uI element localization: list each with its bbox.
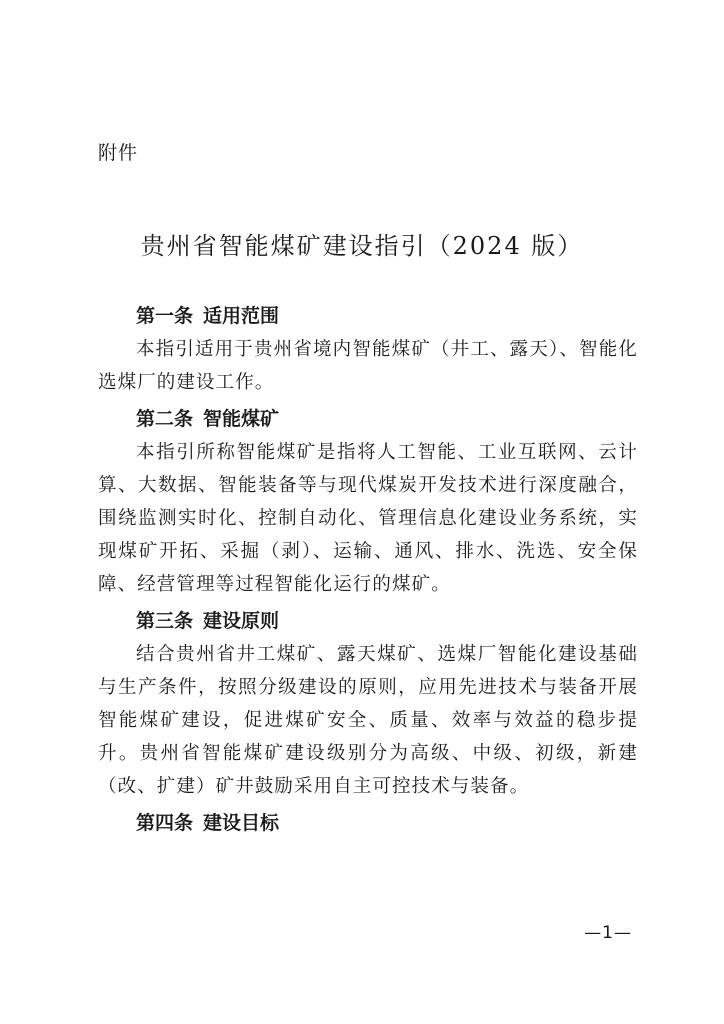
- section-heading-3: [98, 605, 638, 638]
- attachment-label: 附件: [98, 142, 139, 164]
- document-title: 贵州省智能煤矿建设指引（2024 版）: [140, 232, 584, 260]
- section-heading-1: [98, 300, 638, 333]
- section-label: 第四条: [136, 812, 194, 834]
- section-heading-2: [98, 403, 638, 436]
- page-number: —1—: [584, 923, 632, 943]
- document-body: [98, 300, 638, 840]
- section-label: 第三条: [136, 610, 194, 632]
- section-paragraph-1: 本指引适用于贵州省境内智能煤矿（井工、露天）、智能化选煤厂的建设工作。: [98, 339, 638, 393]
- section-title: 建设目标: [203, 812, 280, 834]
- section-heading-4: [98, 807, 638, 840]
- section-label: 第二条: [136, 408, 194, 430]
- section-paragraph-2: 本指引所称智能煤矿是指将人工智能、工业互联网、云计算、大数据、智能装备等与现代煤炭开发技术进行深度融合，围绕监测实时化、控制自动化、管理信息化建设业务系统，实现煤矿开拓、采掘（剥）、运输、通风、排水、洗选、安全保障、经营管理等过程智能化运行的煤矿。: [98, 442, 638, 595]
- section-title: 智能煤矿: [203, 408, 280, 430]
- section-title: 建设原则: [203, 610, 280, 632]
- section-paragraph-3: 结合贵州省井工煤矿、露天煤矿、选煤厂智能化建设基础与生产条件，按照分级建设的原则，应用先进技术与装备开展智能煤矿建设，促进煤矿安全、质量、效率与效益的稳步提升。贵州省智能煤矿建设级别分为高级、中级、初级，新建（改、扩建）矿井鼓励采用自主可控技术与装备。: [98, 644, 638, 797]
- section-label: 第一条: [136, 305, 194, 327]
- section-title: 适用范围: [203, 305, 280, 327]
